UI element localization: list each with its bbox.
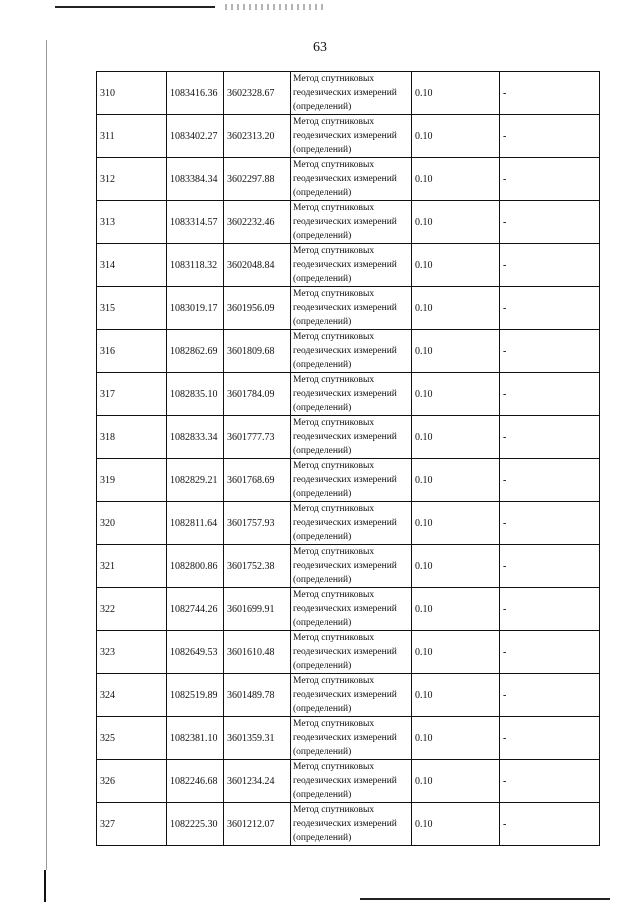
method-line: Метод спутниковых bbox=[293, 461, 375, 471]
accuracy-text: 0.10 bbox=[415, 560, 433, 572]
y-coordinate-cell bbox=[224, 502, 291, 545]
description-cell bbox=[500, 72, 600, 115]
x-coordinate-cell bbox=[167, 158, 224, 201]
point-number-text: 324 bbox=[100, 689, 115, 701]
point-number-text: 312 bbox=[100, 173, 115, 185]
x-coordinate-cell bbox=[167, 631, 224, 674]
y-coordinate-cell bbox=[224, 588, 291, 631]
accuracy-cell bbox=[412, 244, 500, 287]
point-number-cell bbox=[97, 201, 167, 244]
point-number-text: 322 bbox=[100, 603, 115, 615]
method-cell bbox=[291, 201, 412, 244]
method-line: Метод спутниковых bbox=[293, 547, 375, 557]
point-number-text: 323 bbox=[100, 646, 115, 658]
method-line: Метод спутниковых bbox=[293, 504, 375, 514]
coordinates-table-body bbox=[97, 72, 600, 846]
y-coordinate-text: 3601234.24 bbox=[227, 775, 275, 787]
method-line: Метод спутниковых bbox=[293, 289, 375, 299]
method-line: Метод спутниковых bbox=[293, 676, 375, 686]
point-number-text: 314 bbox=[100, 259, 115, 271]
table-row bbox=[97, 760, 600, 803]
description-text: - bbox=[503, 732, 507, 744]
point-number-cell bbox=[97, 545, 167, 588]
point-number-cell bbox=[97, 717, 167, 760]
x-coordinate-cell bbox=[167, 502, 224, 545]
table-row bbox=[97, 545, 600, 588]
y-coordinate-text: 3601956.09 bbox=[227, 302, 275, 314]
x-coordinate-text: 1083314.57 bbox=[170, 216, 218, 228]
x-coordinate-cell bbox=[167, 545, 224, 588]
description-cell bbox=[500, 502, 600, 545]
y-coordinate-text: 3601809.68 bbox=[227, 345, 275, 357]
description-text: - bbox=[503, 388, 507, 400]
accuracy-text: 0.10 bbox=[415, 818, 433, 830]
point-number-cell bbox=[97, 287, 167, 330]
table-row bbox=[97, 158, 600, 201]
accuracy-text: 0.10 bbox=[415, 732, 433, 744]
y-coordinate-cell bbox=[224, 717, 291, 760]
method-line: геодезических измерений bbox=[293, 303, 397, 313]
y-coordinate-text: 3601489.78 bbox=[227, 689, 275, 701]
y-coordinate-cell bbox=[224, 158, 291, 201]
method-line: геодезических измерений bbox=[293, 819, 397, 829]
accuracy-cell bbox=[412, 545, 500, 588]
y-coordinate-text: 3601757.93 bbox=[227, 517, 275, 529]
accuracy-cell bbox=[412, 760, 500, 803]
method-line: (определений) bbox=[293, 532, 352, 542]
method-line: геодезических измерений bbox=[293, 174, 397, 184]
description-cell bbox=[500, 373, 600, 416]
x-coordinate-text: 1083416.36 bbox=[170, 87, 218, 99]
description-text: - bbox=[503, 173, 507, 185]
x-coordinate-text: 1083118.32 bbox=[170, 259, 218, 271]
x-coordinate-text: 1082835.10 bbox=[170, 388, 218, 400]
y-coordinate-cell bbox=[224, 674, 291, 717]
table-row bbox=[97, 72, 600, 115]
point-number-text: 325 bbox=[100, 732, 115, 744]
method-line: Метод спутниковых bbox=[293, 762, 375, 772]
y-coordinate-cell bbox=[224, 803, 291, 846]
y-coordinate-cell bbox=[224, 201, 291, 244]
point-number-text: 316 bbox=[100, 345, 115, 357]
point-number-cell bbox=[97, 115, 167, 158]
method-cell bbox=[291, 72, 412, 115]
point-number-cell bbox=[97, 72, 167, 115]
accuracy-text: 0.10 bbox=[415, 517, 433, 529]
method-line: Метод спутниковых bbox=[293, 805, 375, 815]
y-coordinate-cell bbox=[224, 416, 291, 459]
x-coordinate-text: 1082833.34 bbox=[170, 431, 218, 443]
accuracy-text: 0.10 bbox=[415, 259, 433, 271]
y-coordinate-text: 3602313.20 bbox=[227, 130, 275, 142]
method-cell bbox=[291, 631, 412, 674]
scan-artifact-left-edge bbox=[46, 40, 47, 870]
method-line: геодезических измерений bbox=[293, 561, 397, 571]
coordinates-table bbox=[96, 71, 600, 846]
accuracy-cell bbox=[412, 287, 500, 330]
y-coordinate-cell bbox=[224, 459, 291, 502]
table-row bbox=[97, 803, 600, 846]
point-number-text: 318 bbox=[100, 431, 115, 443]
table-row bbox=[97, 674, 600, 717]
point-number-cell bbox=[97, 373, 167, 416]
description-cell bbox=[500, 717, 600, 760]
description-text: - bbox=[503, 646, 507, 658]
accuracy-cell bbox=[412, 115, 500, 158]
y-coordinate-cell bbox=[224, 373, 291, 416]
method-cell bbox=[291, 717, 412, 760]
x-coordinate-cell bbox=[167, 330, 224, 373]
accuracy-text: 0.10 bbox=[415, 689, 433, 701]
description-text: - bbox=[503, 216, 507, 228]
method-line: Метод спутниковых bbox=[293, 418, 375, 428]
x-coordinate-text: 1082811.64 bbox=[170, 517, 218, 529]
point-number-cell bbox=[97, 244, 167, 287]
method-line: (определений) bbox=[293, 188, 352, 198]
description-text: - bbox=[503, 259, 507, 271]
accuracy-cell bbox=[412, 674, 500, 717]
point-number-text: 315 bbox=[100, 302, 115, 314]
description-cell bbox=[500, 287, 600, 330]
description-text: - bbox=[503, 87, 507, 99]
x-coordinate-cell bbox=[167, 674, 224, 717]
y-coordinate-cell bbox=[224, 72, 291, 115]
description-text: - bbox=[503, 474, 507, 486]
x-coordinate-cell bbox=[167, 287, 224, 330]
method-line: (определений) bbox=[293, 747, 352, 757]
accuracy-text: 0.10 bbox=[415, 474, 433, 486]
description-text: - bbox=[503, 130, 507, 142]
accuracy-cell bbox=[412, 588, 500, 631]
method-cell bbox=[291, 760, 412, 803]
method-line: Метод спутниковых bbox=[293, 719, 375, 729]
table-row bbox=[97, 717, 600, 760]
x-coordinate-text: 1083402.27 bbox=[170, 130, 218, 142]
method-cell bbox=[291, 287, 412, 330]
method-line: геодезических измерений bbox=[293, 432, 397, 442]
description-cell bbox=[500, 459, 600, 502]
method-line: (определений) bbox=[293, 833, 352, 843]
method-line: Метод спутниковых bbox=[293, 117, 375, 127]
method-line: (определений) bbox=[293, 618, 352, 628]
accuracy-cell bbox=[412, 459, 500, 502]
accuracy-text: 0.10 bbox=[415, 603, 433, 615]
description-cell bbox=[500, 760, 600, 803]
y-coordinate-text: 3602232.46 bbox=[227, 216, 275, 228]
table-row bbox=[97, 373, 600, 416]
point-number-text: 320 bbox=[100, 517, 115, 529]
method-cell bbox=[291, 373, 412, 416]
method-cell bbox=[291, 330, 412, 373]
x-coordinate-cell bbox=[167, 459, 224, 502]
x-coordinate-text: 1082649.53 bbox=[170, 646, 218, 658]
method-cell bbox=[291, 459, 412, 502]
accuracy-text: 0.10 bbox=[415, 216, 433, 228]
table-row bbox=[97, 201, 600, 244]
description-text: - bbox=[503, 603, 507, 615]
table-row bbox=[97, 244, 600, 287]
method-cell bbox=[291, 416, 412, 459]
y-coordinate-text: 3601359.31 bbox=[227, 732, 275, 744]
table-row bbox=[97, 588, 600, 631]
point-number-cell bbox=[97, 631, 167, 674]
x-coordinate-text: 1082744.26 bbox=[170, 603, 218, 615]
method-line: (определений) bbox=[293, 231, 352, 241]
table-row bbox=[97, 459, 600, 502]
y-coordinate-text: 3601699.91 bbox=[227, 603, 275, 615]
description-cell bbox=[500, 244, 600, 287]
description-cell bbox=[500, 631, 600, 674]
y-coordinate-cell bbox=[224, 631, 291, 674]
y-coordinate-text: 3601610.48 bbox=[227, 646, 275, 658]
y-coordinate-text: 3602328.67 bbox=[227, 87, 275, 99]
x-coordinate-text: 1083384.34 bbox=[170, 173, 218, 185]
method-line: геодезических измерений bbox=[293, 260, 397, 270]
x-coordinate-cell bbox=[167, 244, 224, 287]
y-coordinate-text: 3601752.38 bbox=[227, 560, 275, 572]
point-number-text: 310 bbox=[100, 87, 115, 99]
method-line: геодезических измерений bbox=[293, 604, 397, 614]
y-coordinate-cell bbox=[224, 244, 291, 287]
method-line: геодезических измерений bbox=[293, 389, 397, 399]
method-line: Метод спутниковых bbox=[293, 74, 375, 84]
description-text: - bbox=[503, 517, 507, 529]
x-coordinate-cell bbox=[167, 416, 224, 459]
x-coordinate-text: 1083019.17 bbox=[170, 302, 218, 314]
x-coordinate-text: 1082246.68 bbox=[170, 775, 218, 787]
accuracy-text: 0.10 bbox=[415, 646, 433, 658]
method-line: (определений) bbox=[293, 661, 352, 671]
y-coordinate-cell bbox=[224, 545, 291, 588]
description-cell bbox=[500, 201, 600, 244]
point-number-cell bbox=[97, 588, 167, 631]
x-coordinate-cell bbox=[167, 588, 224, 631]
x-coordinate-cell bbox=[167, 72, 224, 115]
accuracy-text: 0.10 bbox=[415, 431, 433, 443]
method-line: (определений) bbox=[293, 403, 352, 413]
description-cell bbox=[500, 803, 600, 846]
point-number-text: 311 bbox=[100, 130, 115, 142]
accuracy-text: 0.10 bbox=[415, 87, 433, 99]
scan-artifact-left-mark bbox=[44, 870, 46, 902]
method-line: Метод спутниковых bbox=[293, 203, 375, 213]
table-row bbox=[97, 416, 600, 459]
point-number-text: 317 bbox=[100, 388, 115, 400]
method-line: Метод спутниковых bbox=[293, 246, 375, 256]
accuracy-cell bbox=[412, 330, 500, 373]
y-coordinate-cell bbox=[224, 330, 291, 373]
description-text: - bbox=[503, 431, 507, 443]
method-cell bbox=[291, 158, 412, 201]
table-row bbox=[97, 631, 600, 674]
method-line: Метод спутниковых bbox=[293, 633, 375, 643]
y-coordinate-cell bbox=[224, 115, 291, 158]
accuracy-cell bbox=[412, 158, 500, 201]
method-line: геодезических измерений bbox=[293, 690, 397, 700]
description-cell bbox=[500, 115, 600, 158]
x-coordinate-cell bbox=[167, 201, 224, 244]
point-number-cell bbox=[97, 502, 167, 545]
method-line: (определений) bbox=[293, 790, 352, 800]
x-coordinate-text: 1082800.86 bbox=[170, 560, 218, 572]
method-line: (определений) bbox=[293, 704, 352, 714]
point-number-cell bbox=[97, 803, 167, 846]
method-line: геодезических измерений bbox=[293, 733, 397, 743]
method-line: Метод спутниковых bbox=[293, 375, 375, 385]
y-coordinate-text: 3601777.73 bbox=[227, 431, 275, 443]
description-cell bbox=[500, 416, 600, 459]
description-cell bbox=[500, 330, 600, 373]
method-line: геодезических измерений bbox=[293, 217, 397, 227]
point-number-cell bbox=[97, 459, 167, 502]
point-number-cell bbox=[97, 674, 167, 717]
table-row bbox=[97, 502, 600, 545]
x-coordinate-text: 1082519.89 bbox=[170, 689, 218, 701]
point-number-text: 326 bbox=[100, 775, 115, 787]
accuracy-cell bbox=[412, 416, 500, 459]
method-line: (определений) bbox=[293, 102, 352, 112]
accuracy-text: 0.10 bbox=[415, 302, 433, 314]
y-coordinate-text: 3601212.07 bbox=[227, 818, 275, 830]
x-coordinate-cell bbox=[167, 803, 224, 846]
description-cell bbox=[500, 674, 600, 717]
scan-artifact-top-line bbox=[55, 6, 215, 8]
method-line: (определений) bbox=[293, 575, 352, 585]
point-number-cell bbox=[97, 760, 167, 803]
y-coordinate-text: 3601784.09 bbox=[227, 388, 275, 400]
method-cell bbox=[291, 244, 412, 287]
method-cell bbox=[291, 502, 412, 545]
description-text: - bbox=[503, 560, 507, 572]
description-text: - bbox=[503, 689, 507, 701]
method-line: геодезических измерений bbox=[293, 131, 397, 141]
method-cell bbox=[291, 545, 412, 588]
accuracy-text: 0.10 bbox=[415, 345, 433, 357]
method-line: Метод спутниковых bbox=[293, 332, 375, 342]
point-number-cell bbox=[97, 158, 167, 201]
description-text: - bbox=[503, 818, 507, 830]
x-coordinate-cell bbox=[167, 373, 224, 416]
y-coordinate-text: 3601768.69 bbox=[227, 474, 275, 486]
description-text: - bbox=[503, 345, 507, 357]
method-line: (определений) bbox=[293, 317, 352, 327]
point-number-text: 319 bbox=[100, 474, 115, 486]
accuracy-cell bbox=[412, 803, 500, 846]
y-coordinate-text: 3602297.88 bbox=[227, 173, 275, 185]
y-coordinate-text: 3602048.84 bbox=[227, 259, 275, 271]
x-coordinate-cell bbox=[167, 760, 224, 803]
method-cell bbox=[291, 588, 412, 631]
method-cell bbox=[291, 674, 412, 717]
method-cell bbox=[291, 803, 412, 846]
description-text: - bbox=[503, 775, 507, 787]
method-line: геодезических измерений bbox=[293, 475, 397, 485]
method-line: геодезических измерений bbox=[293, 88, 397, 98]
accuracy-text: 0.10 bbox=[415, 775, 433, 787]
table-row bbox=[97, 287, 600, 330]
accuracy-text: 0.10 bbox=[415, 130, 433, 142]
point-number-text: 321 bbox=[100, 560, 115, 572]
method-line: геодезических измерений bbox=[293, 776, 397, 786]
description-cell bbox=[500, 588, 600, 631]
accuracy-cell bbox=[412, 631, 500, 674]
scan-artifact-top-noise bbox=[225, 4, 325, 10]
accuracy-cell bbox=[412, 201, 500, 244]
description-text: - bbox=[503, 302, 507, 314]
method-line: Метод спутниковых bbox=[293, 160, 375, 170]
y-coordinate-cell bbox=[224, 287, 291, 330]
table-row bbox=[97, 330, 600, 373]
method-line: (определений) bbox=[293, 360, 352, 370]
method-line: геодезических измерений bbox=[293, 346, 397, 356]
point-number-text: 327 bbox=[100, 818, 115, 830]
x-coordinate-cell bbox=[167, 115, 224, 158]
method-line: геодезических измерений bbox=[293, 647, 397, 657]
accuracy-text: 0.10 bbox=[415, 173, 433, 185]
method-line: (определений) bbox=[293, 446, 352, 456]
method-cell bbox=[291, 115, 412, 158]
description-cell bbox=[500, 158, 600, 201]
accuracy-cell bbox=[412, 72, 500, 115]
accuracy-cell bbox=[412, 502, 500, 545]
method-line: геодезических измерений bbox=[293, 518, 397, 528]
point-number-text: 313 bbox=[100, 216, 115, 228]
point-number-cell bbox=[97, 330, 167, 373]
description-cell bbox=[500, 545, 600, 588]
x-coordinate-text: 1082225.30 bbox=[170, 818, 218, 830]
method-line: Метод спутниковых bbox=[293, 590, 375, 600]
x-coordinate-text: 1082862.69 bbox=[170, 345, 218, 357]
point-number-cell bbox=[97, 416, 167, 459]
method-line: (определений) bbox=[293, 145, 352, 155]
accuracy-cell bbox=[412, 373, 500, 416]
page-number: 63 bbox=[313, 40, 327, 55]
accuracy-cell bbox=[412, 717, 500, 760]
accuracy-text: 0.10 bbox=[415, 388, 433, 400]
method-line: (определений) bbox=[293, 274, 352, 284]
table-row bbox=[97, 115, 600, 158]
y-coordinate-cell bbox=[224, 760, 291, 803]
scan-artifact-bottom-line bbox=[360, 898, 610, 900]
x-coordinate-cell bbox=[167, 717, 224, 760]
x-coordinate-text: 1082829.21 bbox=[170, 474, 218, 486]
x-coordinate-text: 1082381.10 bbox=[170, 732, 218, 744]
method-line: (определений) bbox=[293, 489, 352, 499]
